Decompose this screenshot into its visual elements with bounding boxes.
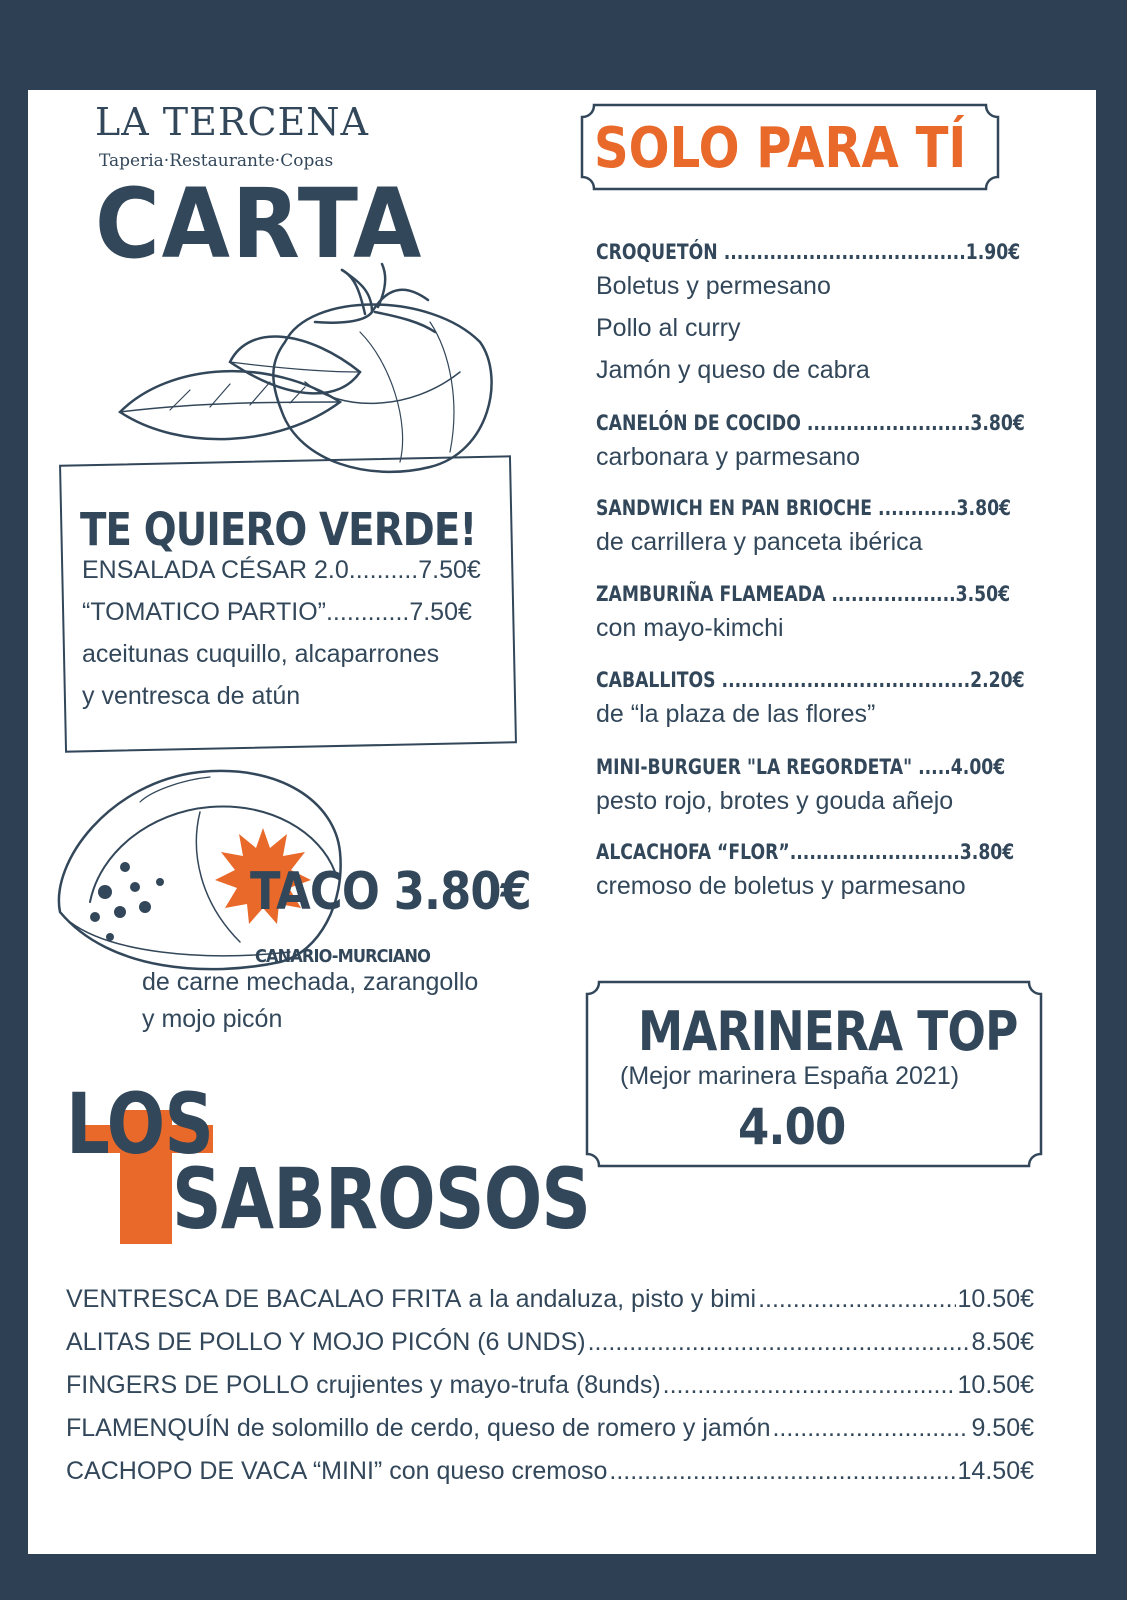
- special-head-burguer: MINI-BURGUER "LA REGORDETA" .....4.00€: [596, 755, 1006, 779]
- restaurant-name: LA TERCENA: [95, 100, 369, 144]
- special-head-sandwich: SANDWICH EN PAN BRIOCHE ............3.80€: [596, 496, 1012, 520]
- dot-leader: [758, 1285, 955, 1314]
- special-desc: de carrillera y panceta ibérica: [596, 528, 923, 556]
- special-desc: Jamón y queso de cabra: [596, 356, 870, 384]
- special-head-zamburina: ZAMBURIÑA FLAMEADA ...................3.50€: [596, 582, 1011, 606]
- item-price: 9.50€: [971, 1414, 1034, 1442]
- salad-item-cesar: ENSALADA CÉSAR 2.0..........7.50€: [82, 556, 481, 584]
- dot-leader: [772, 1414, 969, 1443]
- item-name: CACHOPO DE VACA “MINI”: [66, 1457, 383, 1485]
- item-name: FLAMENQUÍN: [66, 1414, 230, 1442]
- taco-title: TACO 3.80€: [250, 862, 531, 922]
- marinera-price: 4.00: [738, 1098, 846, 1156]
- special-desc: Boletus y permesano: [596, 272, 831, 300]
- item-name: FINGERS DE POLLO: [66, 1371, 310, 1399]
- dot-leader: [663, 1371, 956, 1400]
- taco-desc: de carne mechada, zarangollo: [142, 968, 479, 996]
- special-desc: de “la plaza de las flores”: [596, 700, 876, 728]
- special-head-croqueton: CROQUETÓN .....................................1.90€: [596, 240, 1021, 264]
- salad-item-desc-1: aceitunas cuquillo, alcaparrones: [82, 640, 440, 668]
- special-desc: pesto rojo, brotes y gouda añejo: [596, 787, 954, 815]
- section-title-los: LOS: [66, 1075, 214, 1173]
- taco-subtitle: CANARIO-MURCIANO: [255, 946, 430, 967]
- item-desc: de solomillo de cerdo, queso de romero y jamón: [229, 1414, 771, 1442]
- item-name: VENTRESCA DE BACALAO FRITA: [66, 1285, 462, 1313]
- salad-item-desc-2: y ventresca de atún: [82, 682, 301, 710]
- taco-desc: y mojo picón: [142, 1005, 283, 1033]
- special-head-alcachofa: ALCACHOFA “FLOR”..........................3.80€: [596, 840, 1015, 864]
- marinera-subtitle: (Mejor marinera España 2021): [620, 1062, 960, 1090]
- list-item: [66, 1328, 1034, 1357]
- section-title-sabrosos: SABROSOS: [172, 1150, 591, 1248]
- salad-item-tomatico: “TOMATICO PARTIO”............7.50€: [82, 598, 472, 626]
- special-head-caballitos: CABALLITOS ......................................2.20€: [596, 668, 1025, 692]
- list-item: [66, 1285, 1034, 1314]
- item-desc: crujientes y mayo-trufa (8unds): [309, 1371, 661, 1399]
- item-price: 10.50€: [957, 1371, 1034, 1399]
- item-desc: con queso cremoso: [382, 1457, 608, 1485]
- list-item: [66, 1457, 1034, 1486]
- restaurant-subtitle: Taperia·Restaurante·Copas: [99, 151, 334, 171]
- special-desc: con mayo-kimchi: [596, 614, 784, 642]
- special-desc: Pollo al curry: [596, 314, 741, 342]
- dot-leader: [609, 1457, 955, 1486]
- special-head-canelon: CANELÓN DE COCIDO .........................3.80€: [596, 411, 1025, 435]
- dot-leader: [588, 1328, 970, 1357]
- special-desc: carbonara y parmesano: [596, 443, 861, 471]
- list-item: [66, 1414, 1034, 1443]
- item-desc: a la andaluza, pisto y bimi: [461, 1285, 757, 1313]
- list-item: [66, 1371, 1034, 1400]
- special-desc: cremoso de boletus y parmesano: [596, 872, 966, 900]
- item-price: 10.50€: [957, 1285, 1034, 1313]
- specials-title: SOLO PARA TÍ: [594, 116, 967, 181]
- item-price: 14.50€: [957, 1457, 1034, 1485]
- item-name: ALITAS DE POLLO Y MOJO PICÓN (6 UNDS): [66, 1328, 586, 1356]
- salads-title: TE QUIERO VERDE!: [80, 503, 477, 556]
- marinera-title: MARINERA TOP: [638, 1000, 1018, 1063]
- menu-title: CARTA: [95, 168, 424, 280]
- item-price: 8.50€: [971, 1328, 1034, 1356]
